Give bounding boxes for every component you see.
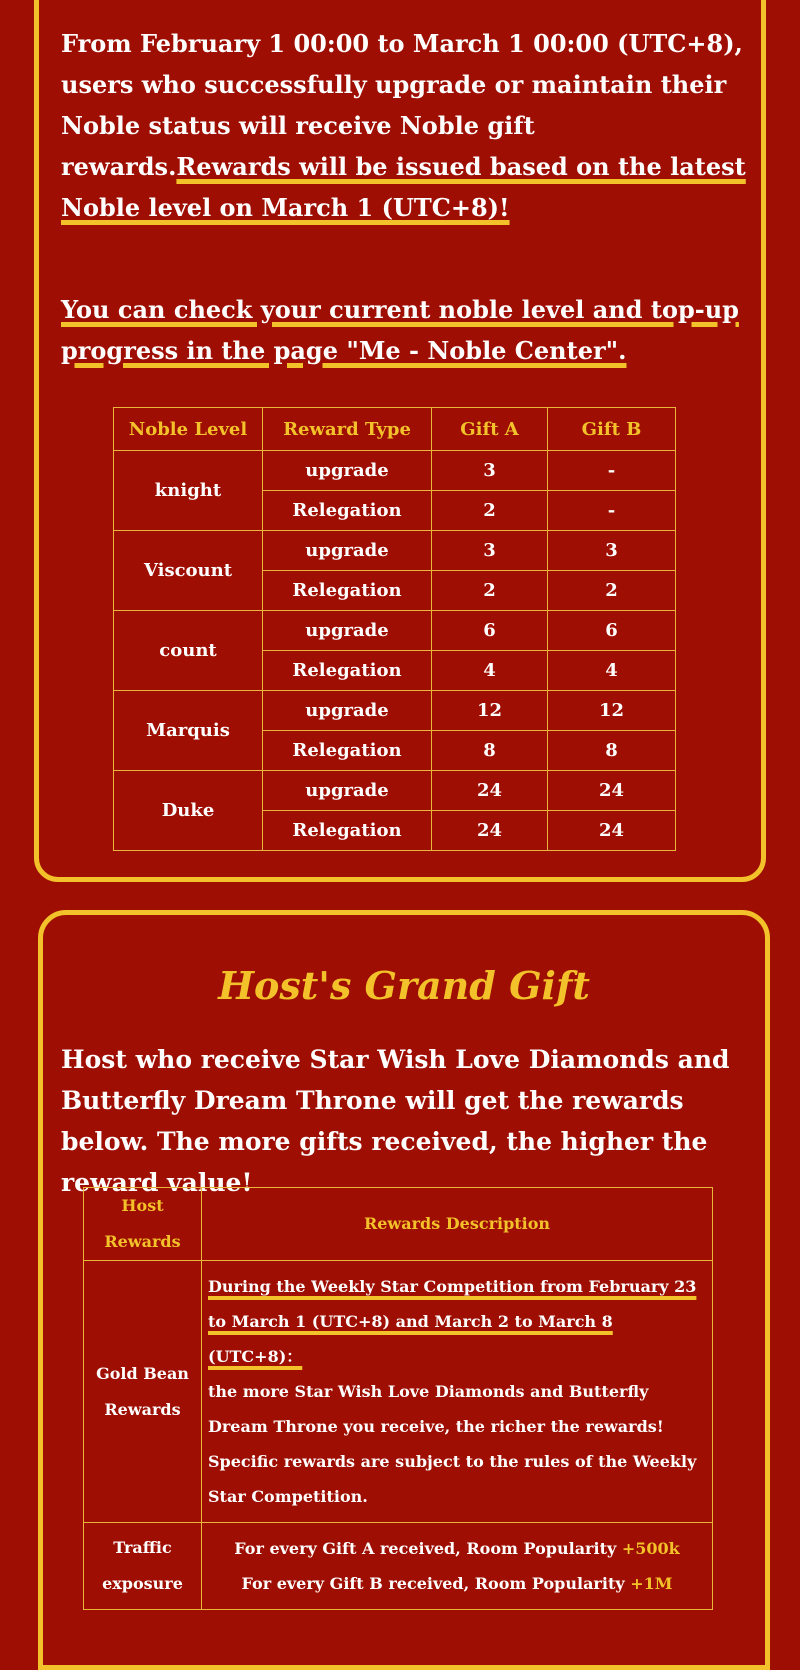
reward-type-cell: Relegation xyxy=(263,811,432,851)
noble-rewards-card xyxy=(34,0,766,882)
noble-intro-highlight: Rewards will be issued based on the latest Noble level on March 1 (UTC+8)! xyxy=(61,152,746,222)
gold-bean-description xyxy=(202,1261,713,1523)
gift-b-cell: - xyxy=(548,451,676,491)
reward-type-cell: upgrade xyxy=(263,771,432,811)
gift-b-cell: 24 xyxy=(548,811,676,851)
gift-a-cell: 24 xyxy=(432,771,548,811)
noble-level-cell: Duke xyxy=(114,771,263,851)
table-row xyxy=(114,691,676,731)
traffic-exposure-label: Traffic exposure xyxy=(84,1523,202,1610)
gift-b-cell: 6 xyxy=(548,611,676,651)
reward-type-cell: Relegation xyxy=(263,491,432,531)
gift-b-cell: 3 xyxy=(548,531,676,571)
reward-type-cell: upgrade xyxy=(263,611,432,651)
gift-b-cell: 12 xyxy=(548,691,676,731)
competition-dates: During the Weekly Star Competition from February 23 to March 1 (UTC+8) and March 2 to March 8 (UTC+8)： xyxy=(208,1277,697,1366)
header-rewards-description: Rewards Description xyxy=(202,1188,713,1261)
header-gift-a: Gift A xyxy=(432,408,548,451)
reward-type-cell: Relegation xyxy=(263,571,432,611)
gift-a-cell: 2 xyxy=(432,491,548,531)
table-header-row xyxy=(84,1188,713,1261)
gold-bean-detail: the more Star Wish Love Diamonds and Butterfly Dream Throne you receive, the richer the rewards! Specific rewards are subject to the rules of the Weekly Star Competition. xyxy=(208,1382,697,1506)
table-row xyxy=(84,1523,713,1610)
gift-b-cell: 8 xyxy=(548,731,676,771)
table-row xyxy=(84,1261,713,1523)
table-row xyxy=(114,531,676,571)
gift-a-popularity-text: For every Gift A received, Room Popularity xyxy=(234,1539,617,1558)
noble-intro-plain: From February 1 00:00 to March 1 00:00 (UTC+8), users who successfully upgrade or maintain their Noble status will receive Noble gift rewards. xyxy=(61,29,743,181)
gift-b-cell: 2 xyxy=(548,571,676,611)
noble-center-note: You can check your current noble level and top-up progress in the page "Me - Noble Center". xyxy=(61,295,739,365)
gift-a-cell: 4 xyxy=(432,651,548,691)
reward-type-cell: upgrade xyxy=(263,531,432,571)
noble-level-cell: knight xyxy=(114,451,263,531)
reward-type-cell: Relegation xyxy=(263,731,432,771)
reward-type-cell: upgrade xyxy=(263,691,432,731)
header-noble-level: Noble Level xyxy=(114,408,263,451)
section-title: Host's Grand Gift xyxy=(218,963,590,1008)
reward-type-cell: Relegation xyxy=(263,651,432,691)
noble-level-cell: Marquis xyxy=(114,691,263,771)
gift-b-cell: - xyxy=(548,491,676,531)
table-header-row xyxy=(114,408,676,451)
gift-a-popularity-value: +500k xyxy=(621,1539,680,1558)
noble-level-cell: count xyxy=(114,611,263,691)
host-grand-gift-card xyxy=(38,910,770,1670)
host-intro-text: Host who receive Star Wish Love Diamonds and Butterfly Dream Throne will get the rewards below. The more gifts received, the higher the reward value! xyxy=(61,1045,730,1197)
host-rewards-table xyxy=(83,1187,713,1610)
table-row xyxy=(114,611,676,651)
gift-b-popularity-value: +1M xyxy=(630,1574,673,1593)
noble-rewards-table xyxy=(113,407,676,851)
traffic-exposure-description xyxy=(202,1523,713,1610)
table-row xyxy=(114,451,676,491)
gift-a-cell: 3 xyxy=(432,531,548,571)
table-row xyxy=(114,771,676,811)
header-host-rewards: Host Rewards xyxy=(84,1188,202,1261)
gift-b-cell: 4 xyxy=(548,651,676,691)
reward-type-cell: upgrade xyxy=(263,451,432,491)
gift-a-cell: 8 xyxy=(432,731,548,771)
noble-level-cell: Viscount xyxy=(114,531,263,611)
gift-a-cell: 24 xyxy=(432,811,548,851)
gift-a-cell: 6 xyxy=(432,611,548,651)
header-gift-b: Gift B xyxy=(548,408,676,451)
gift-a-cell: 3 xyxy=(432,451,548,491)
gift-a-cell: 12 xyxy=(432,691,548,731)
gift-b-cell: 24 xyxy=(548,771,676,811)
gift-a-cell: 2 xyxy=(432,571,548,611)
noble-intro-text xyxy=(61,23,747,228)
gold-bean-label: Gold Bean Rewards xyxy=(84,1261,202,1523)
gift-b-popularity-text: For every Gift B received, Room Popularity xyxy=(241,1574,625,1593)
header-reward-type: Reward Type xyxy=(263,408,432,451)
